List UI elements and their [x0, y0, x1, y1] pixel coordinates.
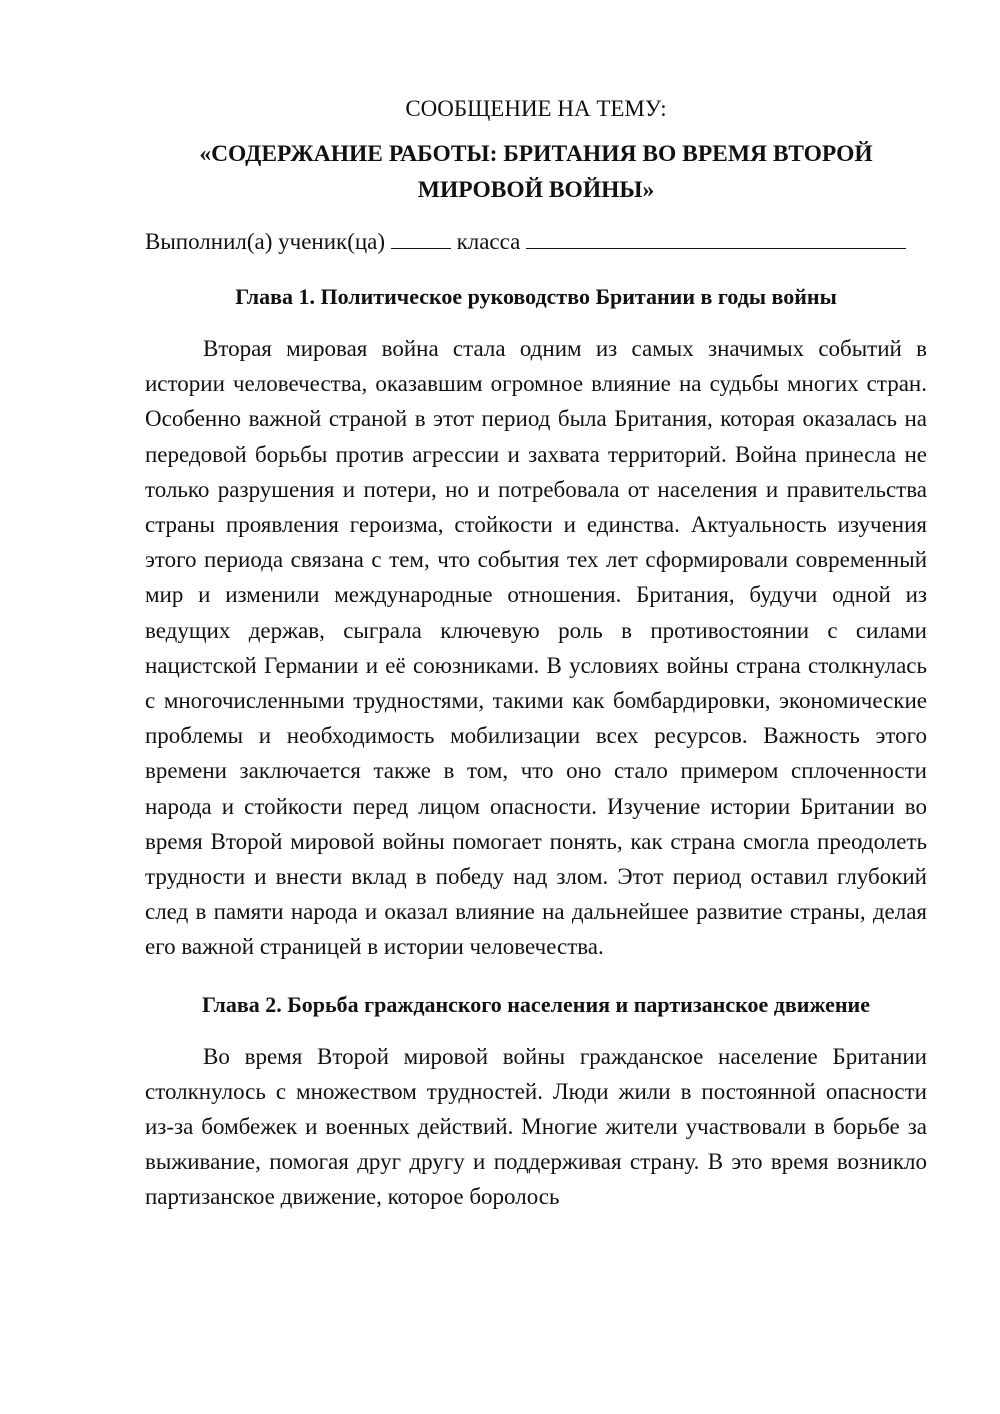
document-page: [145, 0, 927, 1215]
report-title-line-1: «СОДЕРЖАНИЕ РАБОТЫ: БРИТАНИЯ ВО ВРЕМЯ ВТОРОЙ: [199, 141, 873, 167]
author-label: Выполнил(а) ученик(ца): [145, 229, 386, 254]
chapter-1-paragraph: Вторая мировая война стала одним из самых значимых событий в истории человечества, оказавшим огромное влияние на судьбы многих стран. Особенно важной страной в этот период была Британия, которая оказалась на передовой борьбы против агрессии и захвата территорий. Война принесла не только разрушения и потери, но и потребовала от населения и правительства страны проявления героизма, стойкости и единства. Актуальность изучения этого периода связана с тем, что события тех лет сформировали современный мир и изменили международные отношения. Британия, будучи одной из ведущих держав, сыграла ключевую роль в противостоянии с силами нацистской Германии и её союзниками. В условиях войны страна столкнулась с многочисленными трудностями, такими как бомбардировки, экономические проблемы и необходимость мобилизации всех ресурсов. Важность этого времени заключается также в том, что оно стало примером сплоченности народа и стойкости перед лицом опасности. Изучение истории Британии во время Второй мировой войны помогает понять, как страна смогла преодолеть трудности и внести вклад в победу над злом. Этот период оставил глубокий след в памяти народа и оказал влияние на дальнейшее развитие страны, делая его важной страницей в истории человечества.: [145, 336, 927, 960]
grade-blank: [391, 226, 451, 249]
chapter-1-title: Глава 1. Политическое руководство Британии в годы войны: [235, 284, 837, 309]
name-blank: [526, 226, 906, 249]
class-label: класса: [456, 229, 521, 254]
report-title: [145, 136, 927, 208]
report-label: СООБЩЕНИЕ НА ТЕМУ:: [405, 96, 667, 121]
report-title-line-2: МИРОВОЙ ВОЙНЫ»: [417, 177, 655, 203]
chapter-2-paragraph: Во время Второй мировой войны гражданское население Британии столкнулось с множеством трудностей. Люди жили в постоянной опасности из-за бомбежек и военных действий. Многие жители участвовали в борьбе за выживание, помогая друг другу и поддерживая страну. В это время возникло партизанское движение, которое боролось: [145, 1043, 927, 1210]
chapter-2-title: Глава 2. Борьба гражданского населения и партизанское движение: [201, 991, 870, 1017]
author-line: [145, 226, 927, 257]
